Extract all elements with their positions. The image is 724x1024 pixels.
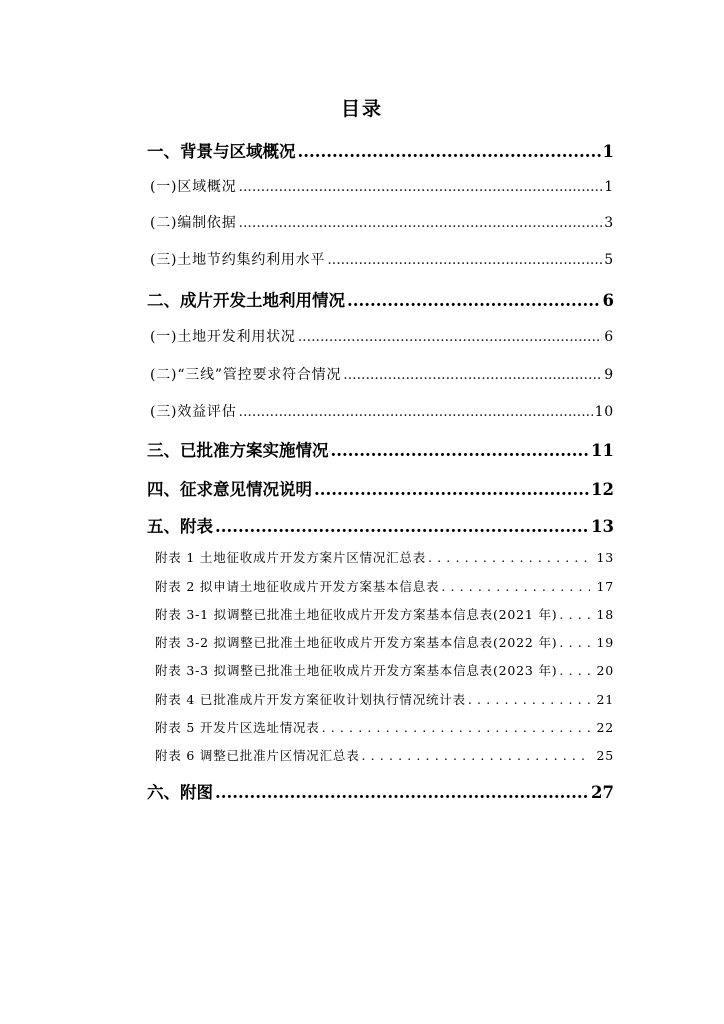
toc-entry-appendix-table[interactable] <box>155 605 614 623</box>
toc-entry-appendix-table[interactable] <box>155 577 614 595</box>
toc-entry-page: 3 <box>604 215 614 231</box>
toc-entry-label: (三)土地节约集约利用水平 <box>150 252 326 268</box>
leader-dots <box>331 441 590 460</box>
toc-entry-label: 四、征求意见情况说明 <box>147 480 312 499</box>
toc-entry-appendix-table[interactable] <box>155 661 614 679</box>
toc-entry-page: 20 <box>596 663 614 678</box>
toc-entry-subsection[interactable] <box>150 364 614 384</box>
leader-dots <box>559 663 590 678</box>
toc-entry-section-1[interactable] <box>147 138 614 162</box>
toc-entry-section-5[interactable] <box>147 513 614 537</box>
leader-dots <box>239 404 593 420</box>
leader-dots <box>559 635 590 650</box>
leader-dots <box>441 579 590 594</box>
toc-entry-page: 1 <box>604 179 614 195</box>
toc-entry-section-3[interactable] <box>147 437 614 461</box>
leader-dots <box>347 291 601 310</box>
leader-dots <box>322 720 591 735</box>
toc-entry-label: (三)效益评估 <box>150 404 237 420</box>
toc-entry-appendix-table[interactable] <box>155 718 614 736</box>
toc-entry-label: (一)区域概况 <box>150 179 237 195</box>
leader-dots <box>314 480 589 499</box>
toc-entry-label: 附表 5 开发片区选址情况表 <box>155 720 320 735</box>
leader-dots <box>215 783 589 802</box>
leader-dots <box>362 748 591 763</box>
leader-dots <box>298 329 603 345</box>
toc-entry-label: (二)“三线”管控要求符合情况 <box>150 367 342 383</box>
toc-entry-label: 附表 3-1 拟调整已批准土地征收成片开发方案基本信息表(2021 年) <box>155 607 558 622</box>
toc-entry-subsection[interactable] <box>150 212 614 232</box>
toc-title: 目录 <box>340 98 383 120</box>
toc-entry-label: 五、附表 <box>147 517 213 536</box>
toc-entry-page: 13 <box>591 517 614 536</box>
toc-entry-label: 二、成片开发土地利用情况 <box>147 291 345 310</box>
toc-entry-label: 附表 2 拟申请土地征收成片开发方案基本信息表 <box>155 579 440 594</box>
toc-entry-page: 6 <box>602 291 614 310</box>
toc-entry-page: 11 <box>591 441 614 460</box>
toc-entry-label: 附表 1 土地征收成片开发方案片区情况汇总表 <box>155 550 427 565</box>
leader-dots <box>468 692 591 707</box>
leader-dots <box>327 252 602 268</box>
toc-entry-page: 12 <box>591 480 614 499</box>
toc-entry-section-2[interactable] <box>147 287 614 311</box>
toc-entry-page: 13 <box>596 550 614 565</box>
toc-entry-section-6[interactable] <box>147 779 614 803</box>
toc-entry-appendix-table[interactable] <box>155 633 614 651</box>
toc-entry-page: 22 <box>596 720 614 735</box>
toc-entry-page: 25 <box>596 748 614 763</box>
toc-entry-page: 19 <box>596 635 614 650</box>
toc-entry-label: 附表 3-2 拟调整已批准土地征收成片开发方案基本信息表(2022 年) <box>155 635 558 650</box>
toc-entry-page: 6 <box>604 329 614 345</box>
toc-entry-label: (一)土地开发利用状况 <box>150 329 296 345</box>
toc-entry-page: 18 <box>596 607 614 622</box>
toc-entry-page: 21 <box>596 692 614 707</box>
toc-entry-subsection[interactable] <box>150 249 614 269</box>
toc-entry-page: 17 <box>596 579 614 594</box>
toc-entry-label: 附表 3-3 拟调整已批准土地征收成片开发方案基本信息表(2023 年) <box>155 663 558 678</box>
leader-dots <box>239 215 603 231</box>
toc-entry-section-4[interactable] <box>147 476 614 500</box>
toc-entry-appendix-table[interactable] <box>155 746 614 764</box>
leader-dots <box>239 179 603 195</box>
toc-entry-label: (二)编制依据 <box>150 215 237 231</box>
toc-entry-subsection[interactable] <box>150 176 614 196</box>
toc-entry-label: 三、已批准方案实施情况 <box>147 441 329 460</box>
toc-entry-page: 5 <box>604 252 614 268</box>
toc-entry-subsection[interactable] <box>150 326 614 346</box>
leader-dots <box>428 550 590 565</box>
toc-entry-appendix-table[interactable] <box>155 690 614 708</box>
leader-dots <box>343 367 602 383</box>
leader-dots <box>298 142 601 161</box>
toc-entry-label: 附表 4 已批准成片开发方案征收计划执行情况统计表 <box>155 692 466 707</box>
toc-entry-page: 1 <box>602 142 614 161</box>
toc-entry-page: 10 <box>594 404 614 420</box>
toc-entry-label: 六、附图 <box>147 783 213 802</box>
toc-entry-page: 9 <box>604 367 614 383</box>
toc-entry-subsection[interactable] <box>150 401 614 421</box>
toc-entry-appendix-table[interactable] <box>155 548 614 566</box>
leader-dots <box>215 517 589 536</box>
toc-entry-label: 一、背景与区域概况 <box>147 142 296 161</box>
toc-entry-page: 27 <box>591 783 614 802</box>
toc-entry-label: 附表 6 调整已批准片区情况汇总表 <box>155 748 360 763</box>
leader-dots <box>559 607 590 622</box>
